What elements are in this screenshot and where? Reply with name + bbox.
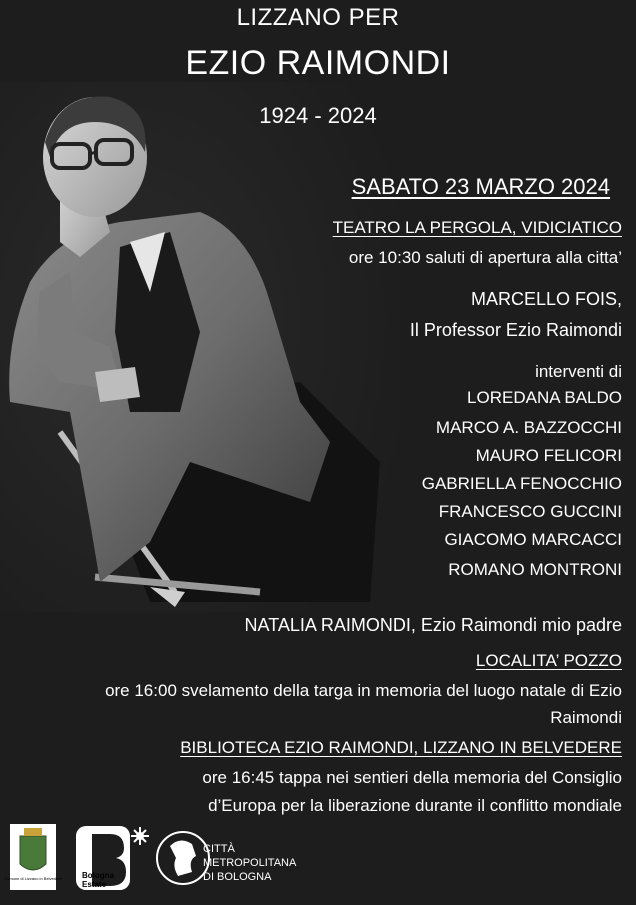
bologna-estate-logo (76, 826, 149, 890)
welcome-time: ore 10:30 saluti di apertura alla citta’ (348, 248, 622, 267)
speaker-item: ROMANO MONTRONI (448, 560, 622, 579)
sun-icon (131, 827, 149, 845)
speaker-item: FRANCESCO GUCCINI (438, 502, 622, 521)
citta-line1: CITTÀ (203, 843, 235, 855)
citta-line2: METROPOLITANA (203, 857, 297, 869)
header-years: 1924 - 2024 (259, 103, 377, 128)
bologna-estate-line1: Bologna (82, 871, 114, 880)
speaker-item: MARCO A. BAZZOCCHI (435, 418, 622, 437)
plaque-line1: ore 16:00 svelamento della targa in memoria del luogo natale di Ezio (105, 681, 622, 700)
comune-label-line1: Comune di Lizzano in Belvedere (4, 876, 62, 881)
speaker-item: LOREDANA BALDO (467, 388, 622, 407)
header-line1: LIZZANO PER (236, 4, 400, 31)
citta-line3: DI BOLOGNA (203, 871, 272, 883)
talk-title: Il Professor Ezio Raimondi (409, 320, 622, 340)
speaker-fois: MARCELLO FOIS, (470, 289, 622, 309)
interventions-label: interventi di (535, 362, 622, 381)
comune-logo (4, 824, 62, 890)
natalia-talk: NATALIA RAIMONDI, Ezio Raimondi mio padre (244, 615, 622, 635)
plaque-line2: Raimondi (550, 708, 622, 727)
venue-biblioteca: BIBLIOTECA EZIO RAIMONDI, LIZZANO IN BELVEDERE (180, 738, 622, 757)
venue-pozzo: LOCALITA’ POZZO (475, 651, 622, 670)
speaker-item: GABRIELLA FENOCCHIO (421, 474, 622, 493)
citta-metropolitana-logo (157, 832, 297, 884)
venue-teatro: TEATRO LA PERGOLA, VIDICIATICO (332, 218, 622, 237)
path-line2: d’Europa per la liberazione durante il conflitto mondiale (208, 796, 622, 815)
event-date: SABATO 23 MARZO 2024 (351, 174, 610, 199)
portrait-photo (0, 82, 400, 612)
bologna-estate-line2: Estate (82, 880, 107, 889)
speaker-item: MAURO FELICORI (475, 446, 622, 465)
sponsor-logos (0, 816, 636, 900)
header-title: EZIO RAIMONDI (185, 44, 451, 82)
speaker-item: GIACOMO MARCACCI (444, 530, 622, 549)
path-line1: ore 16:45 tappa nei sentieri della memoria del Consiglio (202, 768, 622, 787)
